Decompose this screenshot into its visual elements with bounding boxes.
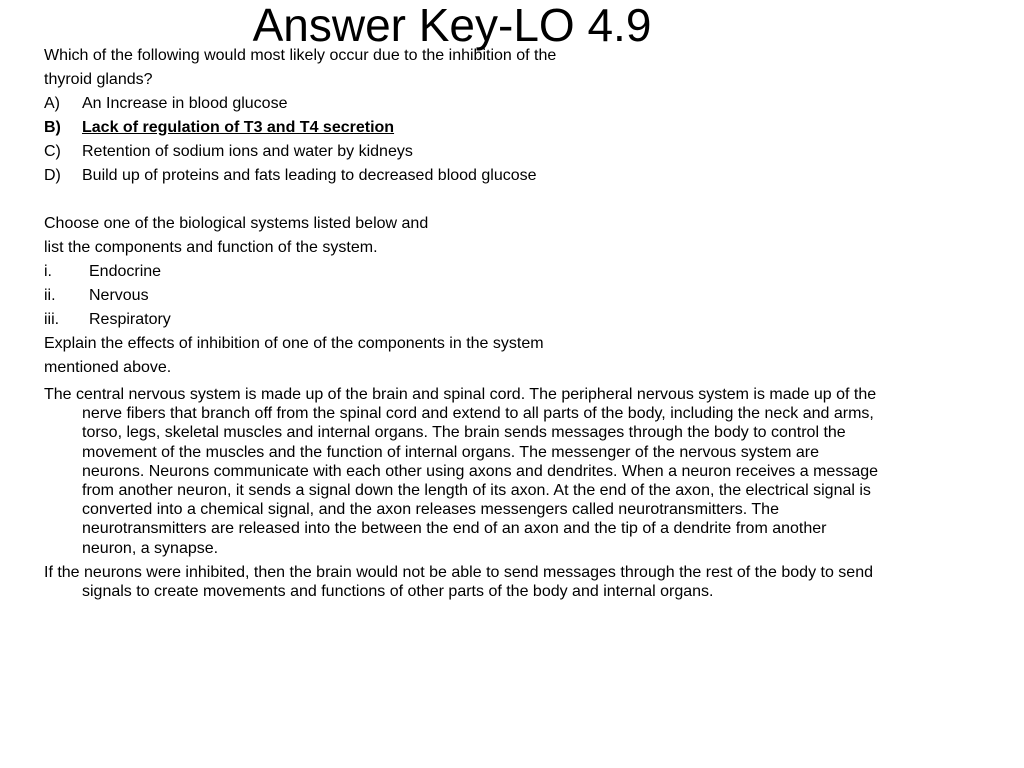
- option-a-text: An Increase in blood glucose: [82, 95, 288, 112]
- question2-explain-line2: mentioned above.: [44, 359, 172, 376]
- option-d: [44, 164, 1004, 188]
- option-a-label: A): [44, 95, 60, 112]
- option-b-text: Lack of regulation of T3 and T4 secretion: [82, 119, 395, 136]
- system-item-text: Respiratory: [89, 311, 171, 328]
- question2-prompt-line2: list the components and function of the system.: [44, 239, 378, 256]
- system-item-label: iii.: [44, 311, 60, 328]
- system-item-respiratory: [44, 308, 1004, 332]
- question1-stem-line2: thyroid glands?: [44, 71, 153, 88]
- page-title: Answer Key-LO 4.9: [252, 0, 652, 51]
- spacer: [44, 188, 1004, 212]
- question2-prompt-line1: Choose one of the biological systems listed below and: [44, 215, 429, 232]
- system-item-text: Endocrine: [89, 263, 162, 280]
- question2-explain-line1: Explain the effects of inhibition of one of the components in the system: [44, 335, 544, 352]
- system-item-label: i.: [44, 263, 52, 280]
- system-item-nervous: [44, 284, 1004, 308]
- answer-paragraph-1: The central nervous system is made up of the brain and spinal cord. The peripheral nervous system is made up of the nerve fibers that branch off from the spinal cord and extend to all parts of the body, including the neck and arms, torso, legs, skeletal muscles and internal organs. The brain sends messages through the body to control the movement of the muscles and the function of internal organs. The messenger of the nervous system are neurons. Neurons communicate with each other using axons and dendrites. When a neuron receives a message from another neuron, it sends a signal down the length of its axon. At the end of the axon, the electrical signal is converted into a chemical signal, and the axon releases messengers called neurotransmitters. The neurotransmitters are released into the between the end of an axon and the tip of a dendrite from another neuron, a synapse.: [44, 386, 879, 557]
- system-item-endocrine: [44, 260, 1004, 284]
- option-d-label: D): [44, 167, 61, 184]
- option-c-text: Retention of sodium ions and water by kidneys: [82, 143, 413, 160]
- system-item-text: Nervous: [89, 287, 149, 304]
- option-d-text: Build up of proteins and fats leading to decreased blood glucose: [82, 167, 537, 184]
- option-b-correct-answer: [44, 116, 1004, 140]
- question1-stem-line1: Which of the following would most likely occur due to the inhibition of the: [44, 47, 557, 64]
- option-c: [44, 140, 1004, 164]
- slide-content: [44, 44, 1004, 601]
- option-a: [44, 92, 1004, 116]
- option-b-label: B): [44, 119, 61, 136]
- answer-paragraph-2: If the neurons were inhibited, then the brain would not be able to send messages through the rest of the body to send signals to create movements and functions of other parts of the body and internal organs.: [44, 563, 873, 601]
- system-item-label: ii.: [44, 287, 56, 304]
- option-c-label: C): [44, 143, 61, 160]
